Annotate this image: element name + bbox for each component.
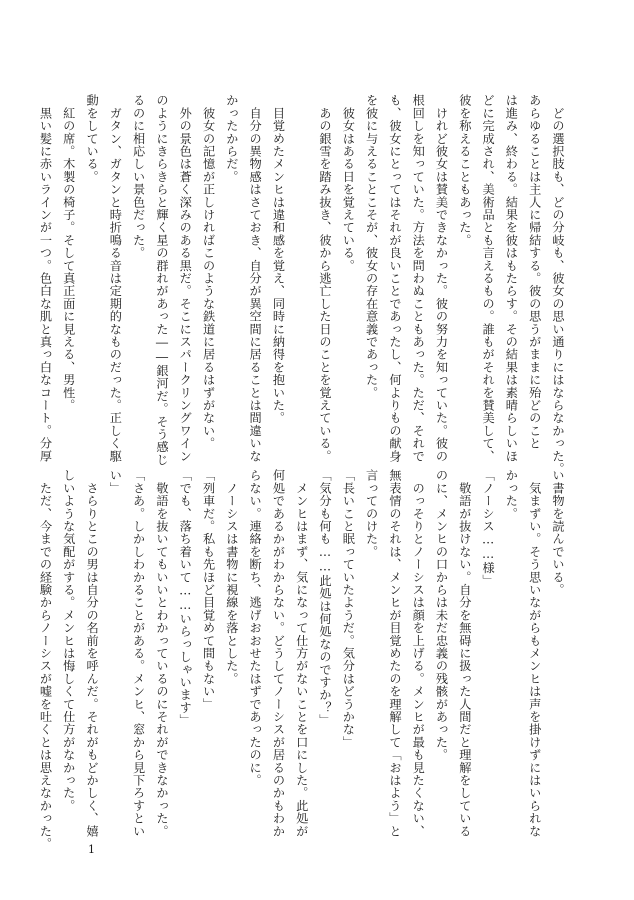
text-line: 敬語を抜いてもいいとわかっているのにそれができなかった。 [154, 469, 169, 838]
text-line: るのに相応しい景色だった。 [131, 94, 146, 260]
upper-text-block [38, 94, 569, 475]
text-line: を彼に与えることこそが、彼女の存在意義であった。 [364, 94, 379, 399]
text-line: かったからだ。 [224, 94, 239, 183]
text-line: あの銀雪を踏み抜き、彼から逃亡した日のことを覚えている。 [318, 94, 333, 463]
text-line: 黒い髪に赤いラインが一つ。色白な肌と真っ白なコート。分厚 [38, 94, 53, 463]
text-line: 彼を称えることもあった。 [457, 94, 472, 247]
text-line: らない。連絡を断ち、逃げおおせたはずであったのに。 [248, 469, 263, 787]
text-line: 「さあ。しかしわかることがある。メンヒ、窓から見下ろすとい [131, 469, 146, 838]
text-line: 「列車だ。私も先ほど目覚めて間もない」 [201, 469, 216, 711]
text-line: 根回しを知っていた。方法を問わぬこともあった。ただ、それで [411, 94, 426, 463]
text-line: は進み、終わる。結果を彼はもたらす。その結果は素晴らしいほ [504, 94, 519, 463]
text-line: けれど彼女は賛美できなかった。彼の努力を知っていた。彼の [434, 94, 449, 463]
text-line: 何処であるかがわからない。どうしてノーシスが居るのかもわか [271, 469, 286, 838]
lower-text-block [38, 469, 569, 850]
text-line: 無表情のそれは、メンヒが目覚めたのを理解して「おはよう」と [387, 469, 402, 838]
text-line: 動をしている。 [85, 94, 100, 183]
text-line: ノーシスは書物に視線を落とした。 [224, 469, 239, 685]
text-line: メンヒはまず、気になって仕方がないことを口にした。此処が [294, 469, 309, 838]
text-line: のっそりとノーシスは顔を上げる。メンヒが最も見たくない、 [411, 469, 426, 838]
text-line: さらりとこの男は自分の名前を呼んだ。それがもどかしく、嬉 [85, 469, 100, 838]
text-line: 目覚めたメンヒは違和感を覚え、同時に納得を抱いた。 [271, 94, 286, 425]
text-line: どに完成され、美術品とも言えるもの。誰もがそれを賛美して、 [481, 94, 496, 463]
text-line: のに、メンヒの口からは未だ忠義の残骸があった。 [434, 469, 449, 762]
text-line [289, 94, 312, 436]
text-line: 「長いこと眠っていたようだ。気分はどうかな」 [341, 469, 356, 749]
text-line: 敬語が抜けない。自分を無碍に扱った人間だと理解をしている [457, 469, 472, 838]
text-line: どの選択肢も、どの分岐も、彼女の思い通りにはならなかった。 [551, 94, 565, 475]
text-line: も、彼女にとってはそれが良いことであったし、何よりもの献身 [387, 94, 402, 463]
text-line: ただ、今までの経験からノーシスが嘘を吐くとは思えなかった。 [38, 469, 53, 850]
text-line: 自分の異物感はさておき、自分が異空間に居ることは間違いな [248, 94, 263, 463]
text-line: 言ってのけた。 [364, 469, 379, 558]
text-line: ガタン、ガタンと時折鳴る音は定期的なものだった。正しく駆 [108, 94, 123, 463]
text-line: 「でも、落ち着いて……いらっしゃいます」 [178, 469, 193, 727]
text-line: 外の景色は蒼く深みのある黒だ。そこにスパークリングワイン [178, 94, 193, 463]
text-line: 彼女の記憶が正しければこのような鉄道に居るはずがない。 [201, 94, 216, 450]
text-line: かった。 [504, 469, 519, 520]
text-line: 気まずい。そう思いながらもメンヒは声を掛けずにはいられな [527, 469, 542, 838]
text-line: い書物を読んでいる。 [551, 469, 565, 596]
text-line: い」 [108, 469, 123, 495]
text-line: あらゆることは主人に帰結する。彼の思うがままに殆どのこと [527, 94, 542, 450]
text-line: 彼女はある日を覚えている。 [341, 94, 356, 272]
text-line: のようにきらきらと輝く星の群れがあった――銀河だ。そう感じ [154, 94, 169, 466]
text-line: 紅の席。木製の椅子。そして真正面に見える、男性。 [61, 94, 76, 412]
page-number: 1 [88, 843, 95, 856]
text-line: 「気分も何も……此処は何処なのですか？」 [318, 469, 333, 727]
text-line: 「ノーシス……様」 [481, 469, 496, 587]
text-line: しいような気配がする。メンヒは悔しくて仕方がなかった。 [61, 469, 76, 812]
